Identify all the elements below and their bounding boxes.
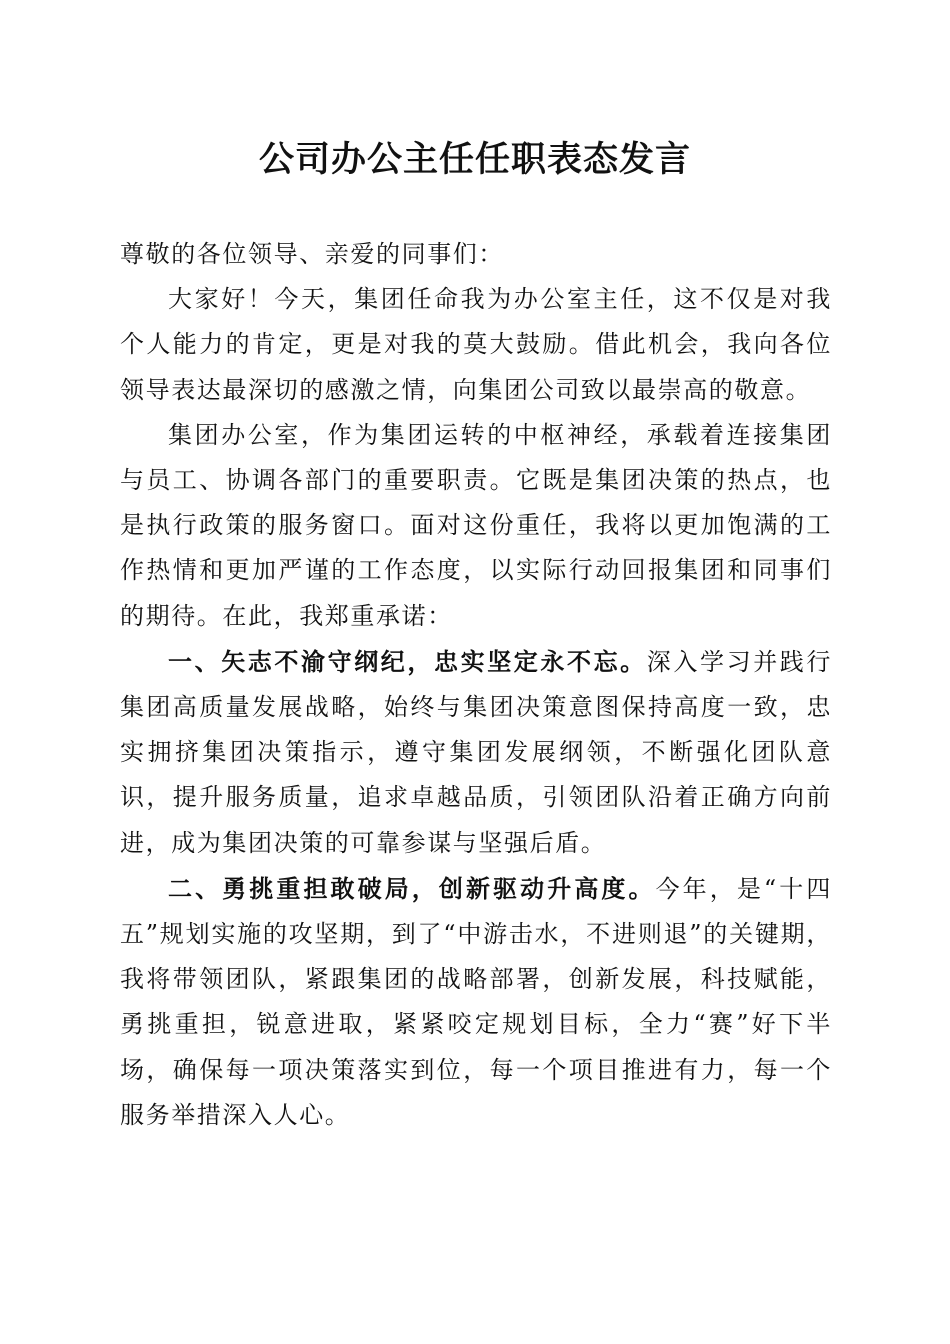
document-body — [120, 232, 832, 1138]
paragraph-text: 深入学习并践行集团高质量发展战略，始终与集团决策意图保持高度一致，忠实拥挤集团决策指示，遵守集团发展纲领，不断强化团队意识，提升服务质量，追求卓越品质，引领团队沿着正确方向前进，成为集团决策的可靠参谋与坚强后盾。 — [120, 647, 832, 857]
paragraph-greeting — [120, 277, 832, 413]
salutation: 尊敬的各位领导、亲爱的同事们： — [120, 240, 504, 268]
paragraph-text: 集团办公室，作为集团运转的中枢神经，承载着连接集团与员工、协调各部门的重要职责。它既是集团决策的热点，也是执行政策的服务窗口。面对这份重任，我将以更加饱满的工作热情和更加严谨的工作态度，以实际行动回报集团和同事们的期待。在此，我郑重承诺： — [120, 420, 832, 630]
paragraph-commitment-one — [120, 639, 832, 866]
paragraph-text: 大家好！今天，集团任命我为办公室主任，这不仅是对我个人能力的肯定，更是对我的莫大鼓励。借此机会，我向各位领导表达最深切的感激之情，向集团公司致以最崇高的敬意。 — [120, 285, 832, 404]
paragraph-text: 今年，是“十四五”规划实施的攻坚期，到了“中游击水，不进则退”的关键期，我将带领团队，紧跟集团的战略部署，创新发展，科技赋能，勇挑重担，锐意进取，紧紧咬定规划目标，全力“赛”好下半场，确保每一项决策落实到位，每一个项目推进有力，每一个服务举措深入人心。 — [120, 874, 832, 1129]
document-title: 公司办公主任任职表态发言 — [258, 139, 691, 180]
paragraph-commitment-two — [120, 866, 832, 1138]
commitment-heading: 一、矢志不渝守纲纪，忠实坚定永不忘。 — [168, 646, 647, 676]
paragraph-office-role — [120, 413, 832, 639]
commitment-heading: 二、勇挑重担敢破局，创新驱动升高度。 — [168, 873, 656, 903]
